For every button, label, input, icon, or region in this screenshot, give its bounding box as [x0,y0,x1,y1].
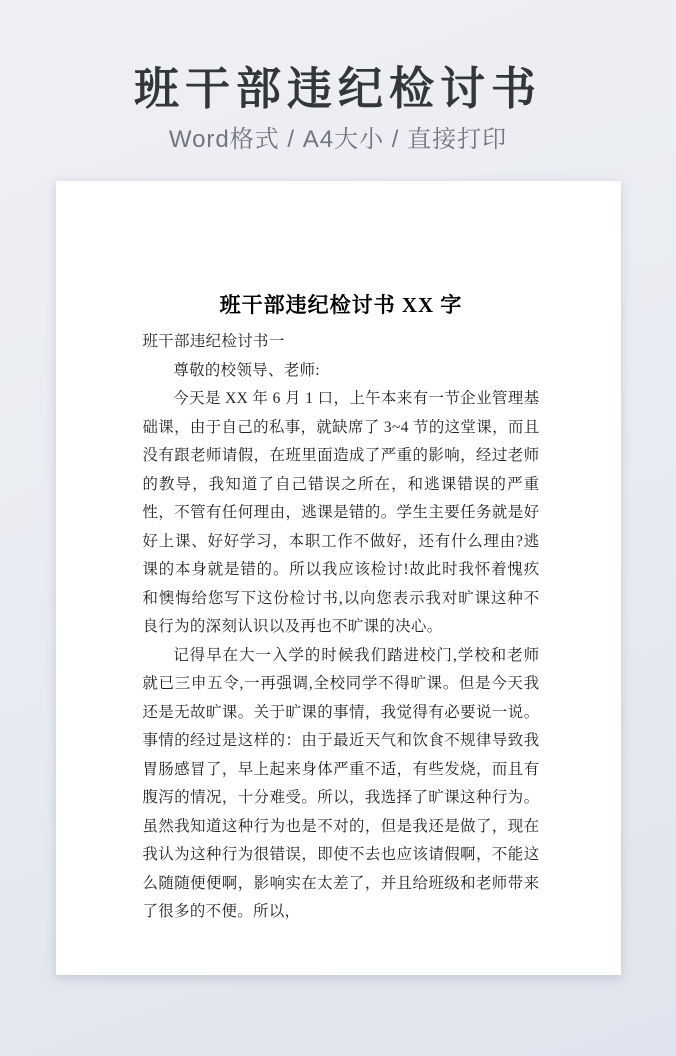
document-paragraph: 记得早在大一入学的时候我们踏进校门,学校和老师就已三申五令,一再强调,全校同学不得旷课。但是今天我还是无故旷课。关于旷课的事情，我觉得有必要说一说。事情的经过是这样的：由于最近天气和饮食不规律导致我胃肠感冒了，早上起来身体严重不适，有些发烧，而且有腹泻的情况，十分难受。所以，我选择了旷课这种行为。虽然我知道这种行为也是不对的，但是我还是做了，现在我认为这种行为很错误，即使不去也应该请假啊，不能这么随随便便啊，影响实在太差了，并且给班级和老师带来了很多的不便。所以， [142,646,540,920]
document-paragraph: 尊敬的校领导、老师: [173,361,321,379]
document-paragraph: 今天是 XX 年 6 月 1 口，上午本来有一节企业管理基础课，由于自己的私事，就缺席了 3~4 节的这堂课，而且没有跟老师请假，在班里面造成了严重的影响，经过老师的教导，我知道了自己错误之所在，和逃课错误的严重性，不管有任何理由，逃课是错的。学生主要任务就是好好上课、好好学习，本职工作不做好，还有什么理由?逃课的本身就是错的。所以我应该检讨!故此时我怀着愧疚和懊悔给您写下这份检讨书,以向您表示我对旷课这种不良行为的深刻认识以及再也不旷课的决心。 [142,390,540,635]
document-preview-page [56,181,621,975]
document-body [143,328,540,927]
document-title: 班干部违纪检讨书 XX 字 [219,293,463,317]
header [0,0,676,155]
page-title: 班干部违纪检讨书 [133,63,542,114]
document-paragraph: 班干部违纪检讨书一 [142,333,285,350]
page-subtitle: Word格式 / A4大小 / 直接打印 [168,126,508,153]
